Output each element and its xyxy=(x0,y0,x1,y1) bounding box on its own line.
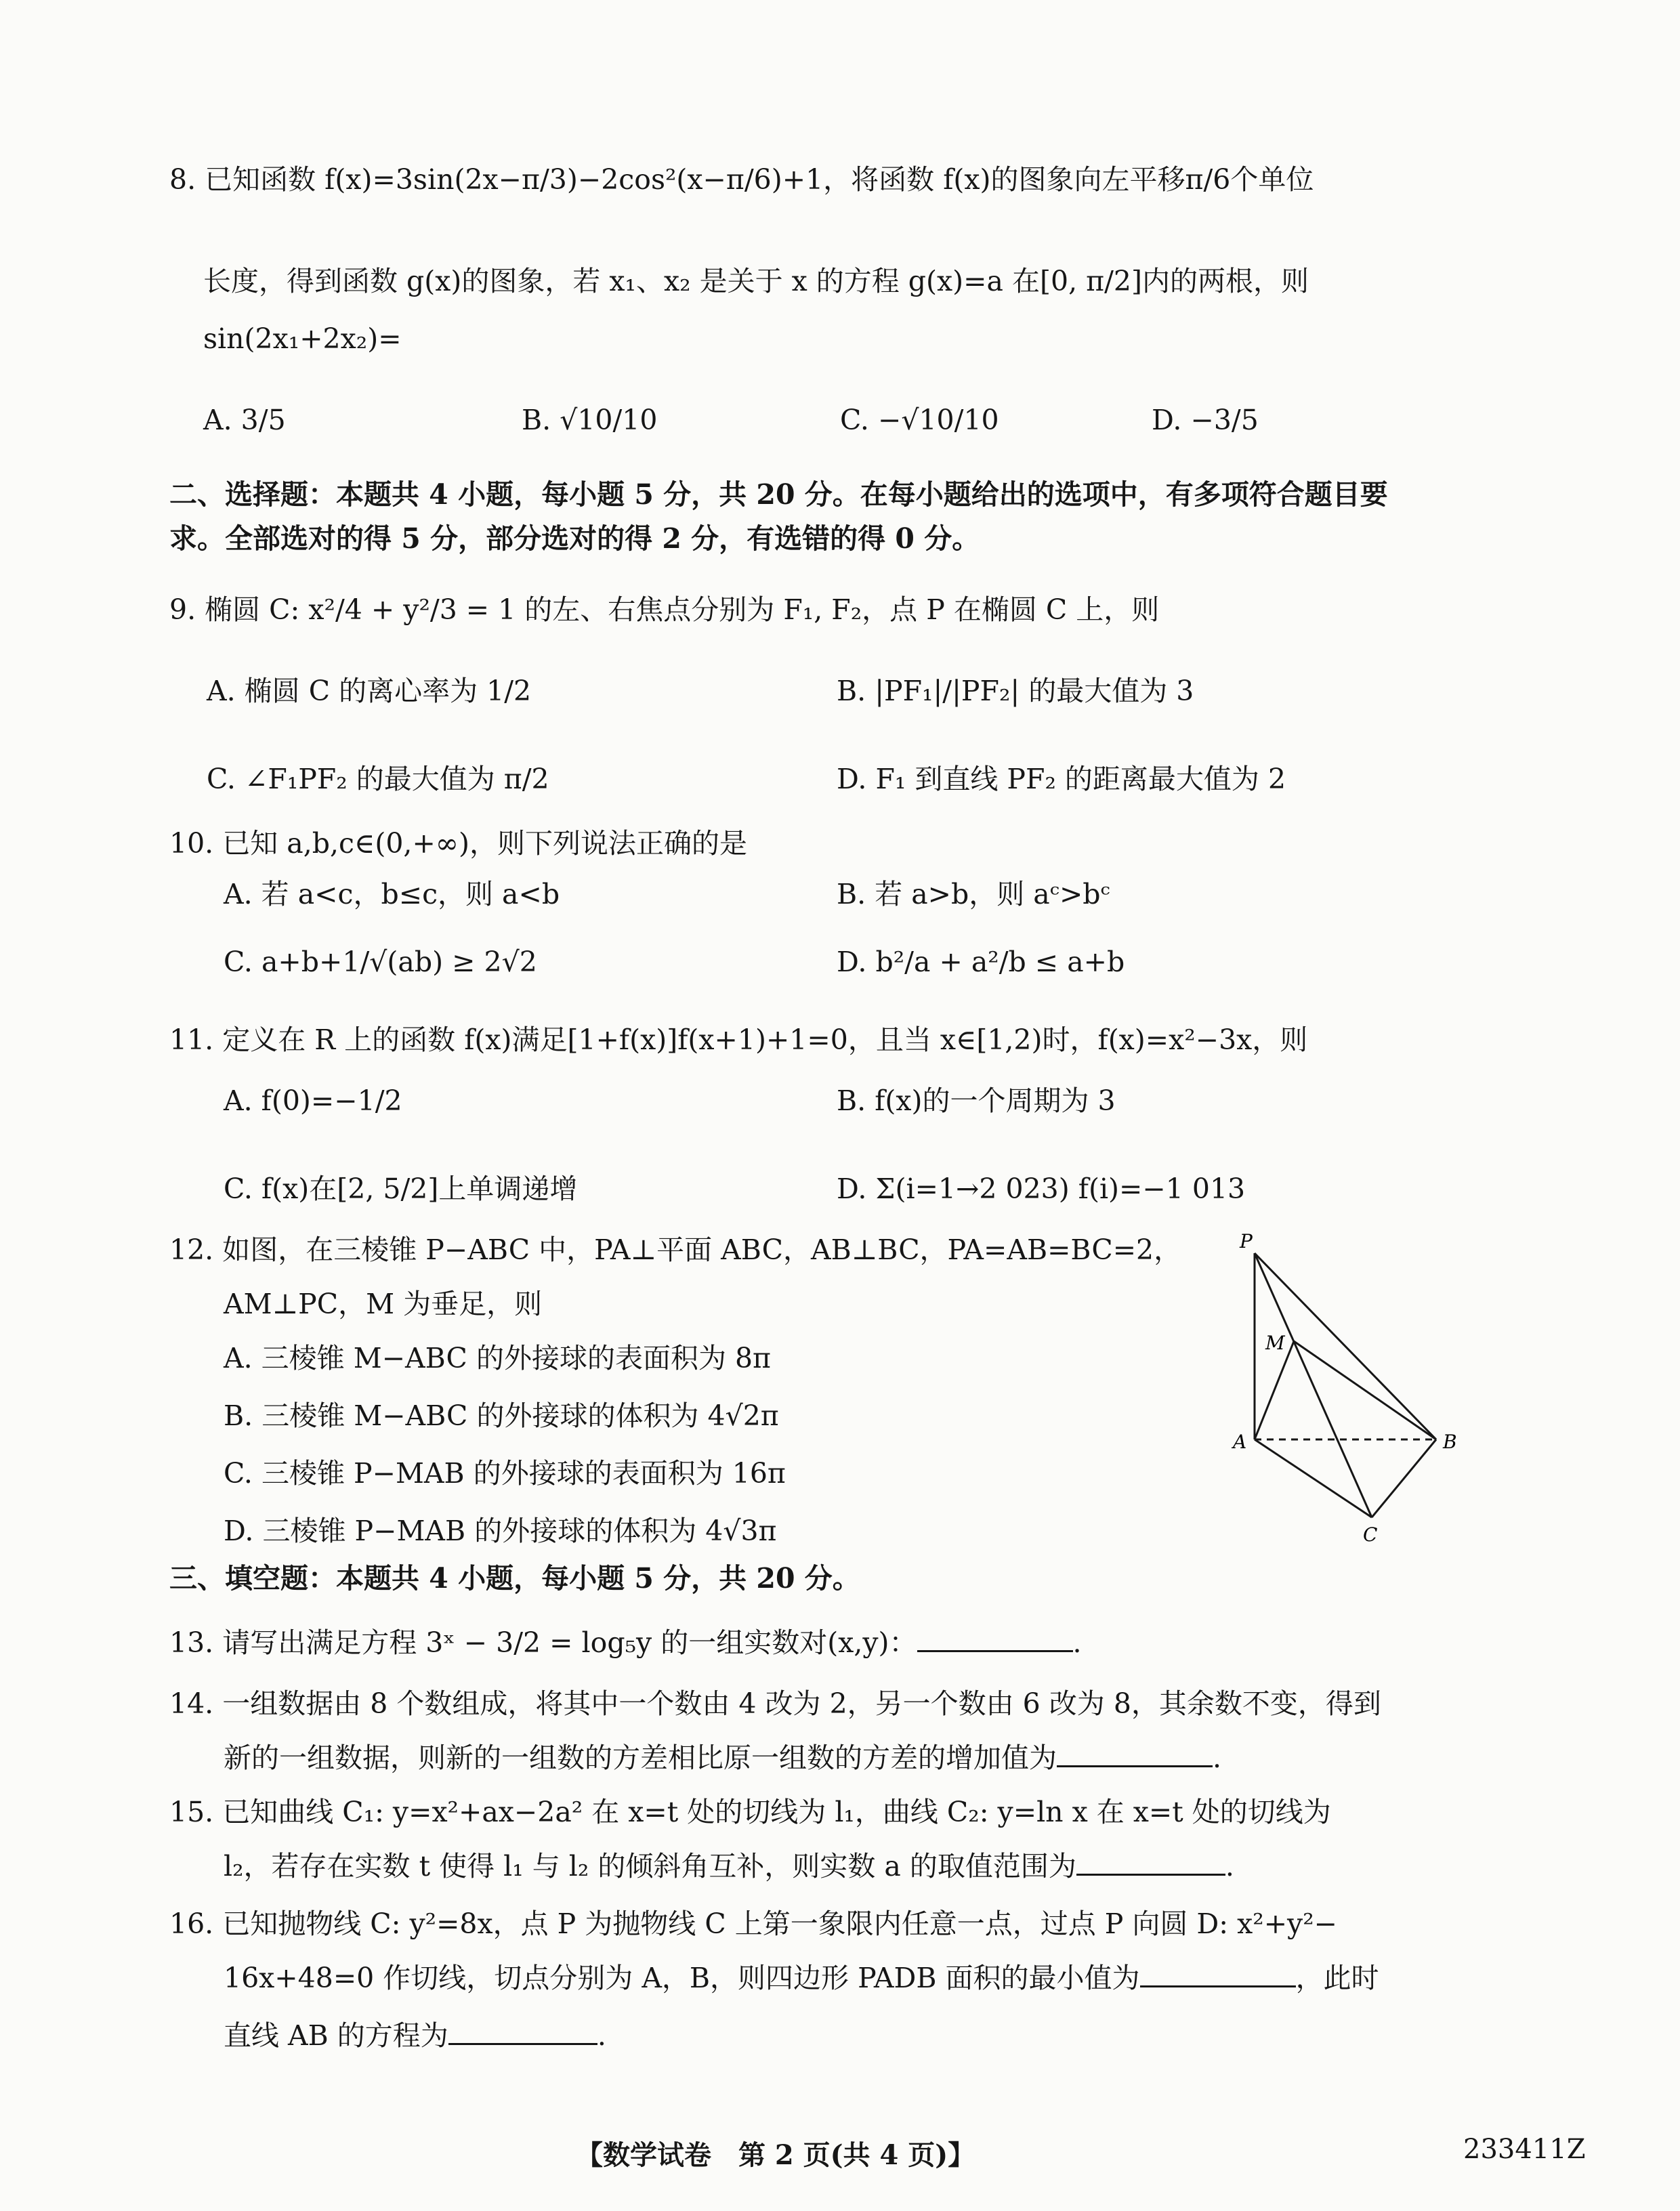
q16-line2 xyxy=(224,1958,1379,1998)
edge-bc xyxy=(1372,1439,1436,1517)
q10-stem: 10. 已知 a,b,c∈(0,+∞)，则下列说法正确的是 xyxy=(169,827,747,860)
q16-text-a: 16x+48=0 作切线，切点分别为 A，B，则四边形 PADB 面积的最小值为 xyxy=(224,1962,1140,1994)
q8-line1: 8. 已知函数 f(x)=3sin(2x−π/3)−2cos²(x−π/6)+1，将函数 f(x)的图象向左平移π/6个单位 xyxy=(169,163,1314,196)
q8-option-d: D. −3/5 xyxy=(1152,404,1259,436)
q10-option-c: C. a+b+1/√(ab) ≥ 2√2 xyxy=(224,946,537,978)
q16-line3: 直线 AB 的方程为 . xyxy=(224,2015,606,2056)
q8-option-c: C. −√10/10 xyxy=(840,404,999,436)
q15-text: l₂，若存在实数 t 使得 l₁ 与 l₂ 的倾斜角互补，则实数 a 的取值范围为 xyxy=(224,1850,1076,1882)
q14-answer-blank[interactable] xyxy=(1057,1738,1213,1767)
exam-code: 233411Z xyxy=(1463,2134,1586,2165)
label-c: C xyxy=(1363,1523,1378,1544)
q9-option-b: B. |PF₁|/|PF₂| 的最大值为 3 xyxy=(837,675,1194,707)
q15-line1: 15. 已知曲线 C₁: y=x²+ax−2a² 在 x=t 处的切线为 l₁，曲线 C₂: y=ln x 在 x=t 处的切线为 xyxy=(169,1796,1331,1828)
q11-option-a: A. f(0)=−1/2 xyxy=(224,1085,402,1117)
label-a: A xyxy=(1233,1431,1247,1453)
q16-line1: 16. 已知抛物线 C: y²=8x，点 P 为抛物线 C 上第一象限内任意一点，过点 P 向圆 D: x²+y²− xyxy=(169,1908,1337,1940)
q11-option-d: D. Σ(i=1→2 023) f(i)=−1 013 xyxy=(837,1173,1246,1205)
label-b: B xyxy=(1443,1431,1457,1453)
q11-stem: 11. 定义在 R 上的函数 f(x)满足[1+f(x)]f(x+1)+1=0，且当 x∈[1,2)时，f(x)=x²−3x，则 xyxy=(169,1024,1308,1056)
q9-option-a: A. 椭圆 C 的离心率为 1/2 xyxy=(207,675,532,707)
q10-option-a: A. 若 a<c，b≤c，则 a<b xyxy=(224,878,560,910)
q13-text: 13. 请写出满足方程 3ˣ − 3/2 = log₅y 的一组实数对(x,y)： xyxy=(169,1626,917,1659)
q14-line2: 新的一组数据，则新的一组数的方差相比原一组数的方差的增加值为 . xyxy=(224,1738,1221,1778)
q12-option-a: A. 三棱锥 M−ABC 的外接球的表面积为 8π xyxy=(224,1342,772,1374)
q16-answer-blank-2[interactable] xyxy=(448,2016,597,2045)
q16-answer-blank-1[interactable] xyxy=(1140,1958,1296,1987)
pyramid-figure xyxy=(1213,1233,1484,1544)
q13-answer-blank[interactable] xyxy=(917,1623,1073,1652)
q12-option-d: D. 三棱锥 P−MAB 的外接球的体积为 4√3π xyxy=(224,1515,777,1547)
q10-option-b: B. 若 a>b，则 aᶜ>bᶜ xyxy=(837,878,1110,910)
q16-text-b: ，此时 xyxy=(1295,1962,1379,1994)
section3-heading: 三、填空题：本题共 4 小题，每小题 5 分，共 20 分。 xyxy=(169,1562,860,1595)
segment-am xyxy=(1255,1341,1294,1439)
q12-option-b: B. 三棱锥 M−ABC 的外接球的体积为 4√2π xyxy=(224,1399,779,1432)
section2-heading-line2: 求。全部选对的得 5 分，部分选对的得 2 分，有选错的得 0 分。 xyxy=(169,522,980,555)
q12-option-c: C. 三棱锥 P−MAB 的外接球的表面积为 16π xyxy=(224,1457,786,1490)
q14-line1: 14. 一组数据由 8 个数组成，将其中一个数由 4 改为 2，另一个数由 6 改为 8，其余数不变，得到 xyxy=(169,1687,1381,1720)
q14-text: 新的一组数据，则新的一组数的方差相比原一组数的方差的增加值为 xyxy=(224,1742,1057,1774)
q12-line2: AM⊥PC，M 为垂足，则 xyxy=(224,1288,543,1320)
label-m: M xyxy=(1265,1332,1285,1354)
q15-line2: l₂，若存在实数 t 使得 l₁ 与 l₂ 的倾斜角互补，则实数 a 的取值范围为 . xyxy=(224,1846,1234,1887)
q13-stem: 13. 请写出满足方程 3ˣ − 3/2 = log₅y 的一组实数对(x,y)： . xyxy=(169,1622,1082,1663)
q9-option-c: C. ∠F₁PF₂ 的最大值为 π/2 xyxy=(207,763,549,795)
q11-option-b: B. f(x)的一个周期为 3 xyxy=(837,1085,1116,1117)
q15-answer-blank[interactable] xyxy=(1076,1847,1225,1876)
q16-text-c: 直线 AB 的方程为 xyxy=(224,2019,448,2052)
section2-heading-line1: 二、选择题：本题共 4 小题，每小题 5 分，共 20 分。在每小题给出的选项中，有多项符合题目要 xyxy=(169,478,1388,511)
q10-option-d: D. b²/a + a²/b ≤ a+b xyxy=(837,946,1125,978)
q8-line3: sin(2x₁+2x₂)= xyxy=(203,322,402,355)
page-footer: 【数学试卷 第 2 页(共 4 页)】 xyxy=(576,2139,975,2171)
q8-line2: 长度，得到函数 g(x)的图象，若 x₁、x₂ 是关于 x 的方程 g(x)=a 在[0, π/2]内的两根，则 xyxy=(203,265,1309,297)
q8-option-b: B. √10/10 xyxy=(522,404,658,436)
q8-option-a: A. 3/5 xyxy=(203,404,286,436)
q9-stem: 9. 椭圆 C: x²/4 + y²/3 = 1 的左、右焦点分别为 F₁, F₂，点 P 在椭圆 C 上，则 xyxy=(169,593,1160,626)
label-p: P xyxy=(1240,1233,1253,1252)
q9-option-d: D. F₁ 到直线 PF₂ 的距离最大值为 2 xyxy=(837,763,1286,795)
q12-line1: 12. 如图，在三棱锥 P−ABC 中，PA⊥平面 ABC，AB⊥BC，PA=AB=BC=2， xyxy=(169,1234,1182,1266)
q11-option-c: C. f(x)在[2, 5/2]上单调递增 xyxy=(224,1173,578,1205)
